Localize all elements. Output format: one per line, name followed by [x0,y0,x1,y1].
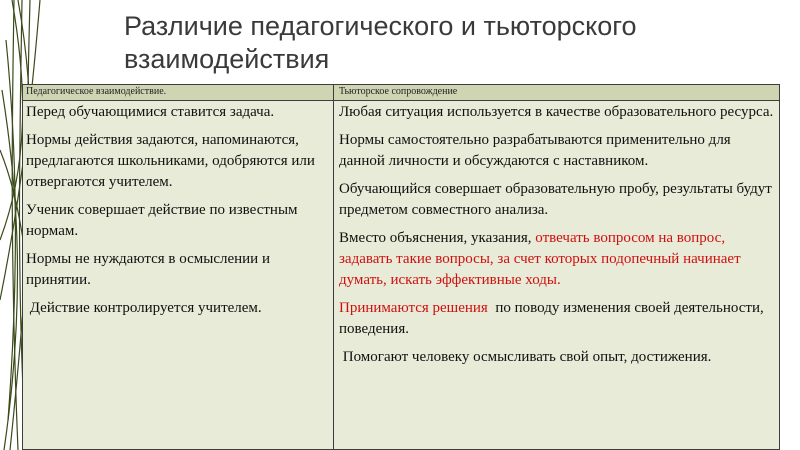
header-pedagogical: Педагогическое взаимодействие. [23,85,334,100]
page-title: Различие педагогического и тьюторского взаимодействия [124,11,637,74]
header-tutor: Тьюторское сопровождение [339,86,458,97]
tutor-item: Любая ситуация используется в качестве образовательного ресурса. [339,104,774,120]
tutor-item: Помогают человеку осмысливать свой опыт, достижения. [339,349,712,365]
tutor-item-text: Вместо объяснения, указания, [339,230,536,246]
pedagogical-item: Действие контролируется учителем. [26,300,262,316]
table-body-row [23,101,779,450]
tutor-item [339,228,775,291]
pedagogical-item: Перед обучающимися ставится задача. [26,104,275,120]
pedagogical-column [23,101,334,450]
tutor-column [334,101,779,450]
tutor-item-highlight: Принимаются решения [339,300,488,316]
tutor-item-text: по поводу изменения своей деятельности, поведения. [339,300,768,337]
pedagogical-item: Нормы не нуждаются в осмыслении и принятии. [26,251,270,288]
comparison-table [22,84,780,450]
tutor-item-highlight: отвечать вопросом на вопрос, задавать такие вопросы, за счет которых подопечный начинает думать, искать эффективные ходы. [339,230,741,288]
pedagogical-item: Нормы действия задаются, напоминаются, предлагаются школьниками, одобряются или отвергаются учителем. [26,132,315,190]
tutor-item [339,298,775,340]
tutor-item: Нормы самостоятельно разрабатываются применительно для данной личности и обсуждаются с наставником. [339,132,731,169]
pedagogical-item: Ученик совершает действие по известным нормам. [26,202,298,239]
table-header-row [23,85,779,101]
tutor-item: Обучающийся совершает образовательную пробу, результаты будут предметом совместного анализа. [339,181,772,218]
